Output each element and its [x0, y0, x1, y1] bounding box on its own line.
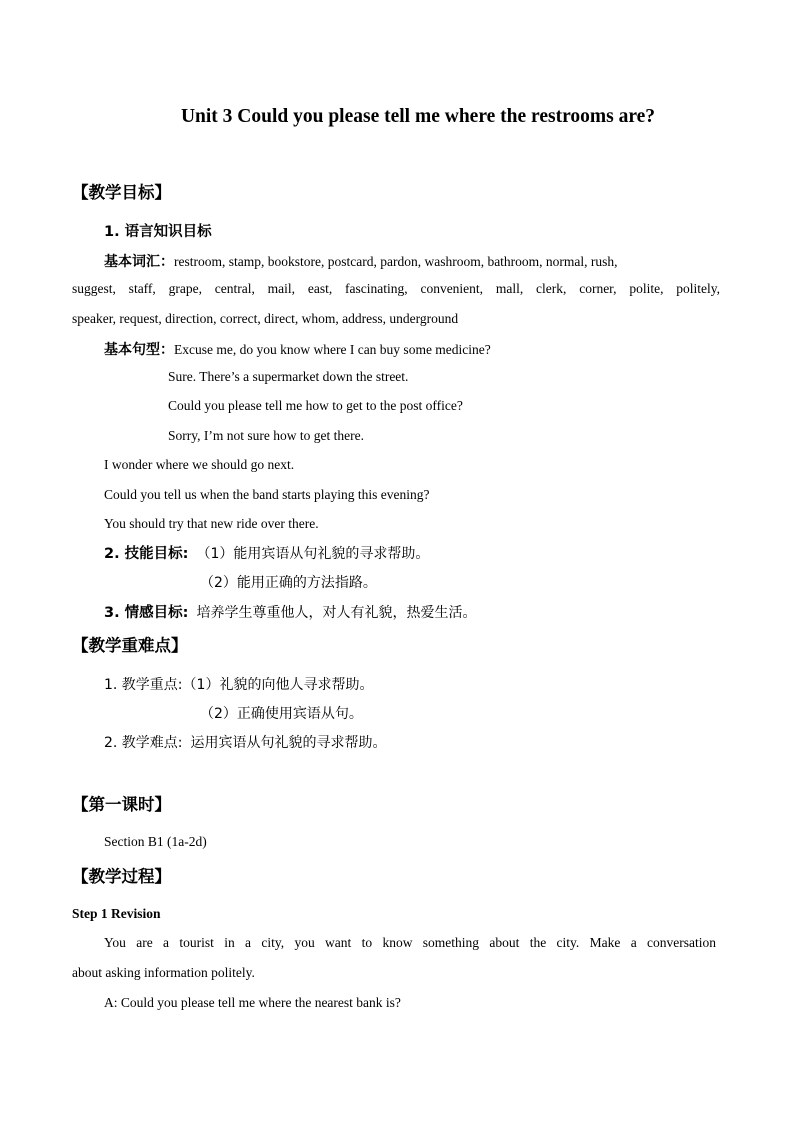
vocab-line-2: suggest, staff, grape, central, mail, east, fascinating, convenient, mall, clerk, corner, polite, politely,: [72, 281, 720, 296]
skill-goal-label: 2. 技能目标:: [104, 546, 189, 562]
sentence-4: Sorry, I’m not sure how to get there.: [168, 428, 364, 443]
step1-line-2: about asking information politely.: [72, 965, 255, 980]
sentence-6: Could you tell us when the band starts playing this evening?: [104, 487, 430, 502]
emotion-goal-row: [104, 601, 476, 622]
sentence-2: Sure. There’s a supermarket down the street.: [168, 369, 409, 384]
difficulty-text: 运用宾语从句礼貌的寻求帮助。: [190, 735, 387, 751]
key-point-row: [104, 674, 373, 694]
dialog-line-a: A: Could you please tell me where the nearest bank is?: [104, 995, 401, 1010]
key-points-heading: 【教学重难点】: [72, 636, 188, 655]
step1-title: Step 1 Revision: [72, 906, 161, 921]
difficulty-row: [104, 732, 387, 752]
key-point-item-2: （2）正确使用宾语从句。: [200, 706, 363, 722]
language-goal-heading: 1. 语言知识目标: [104, 224, 212, 240]
sentence-3: Could you please tell me how to get to the post office?: [168, 398, 463, 413]
lesson-heading: 【第一课时】: [72, 795, 171, 814]
sentence-5: I wonder where we should go next.: [104, 457, 295, 472]
process-heading: 【教学过程】: [72, 867, 171, 886]
sentence-label: 基本句型：: [104, 342, 174, 358]
emotion-goal-label: 3. 情感目标:: [104, 605, 189, 621]
vocab-label: 基本词汇：: [104, 254, 174, 270]
vocab-line-3: speaker, request, direction, correct, direct, whom, address, underground: [72, 311, 459, 326]
skill-goal-row: [104, 542, 429, 563]
document-title: Unit 3 Could you please tell me where the restrooms are?: [180, 106, 656, 127]
difficulty-label: 2. 教学难点:: [104, 735, 183, 751]
vocab-line-1: [104, 251, 618, 271]
skill-goal-item-1: （1）能用宾语从句礼貌的寻求帮助。: [196, 546, 430, 562]
skill-goal-item-2: （2）能用正确的方法指路。: [200, 575, 377, 591]
sentence-1: Excuse me, do you know where I can buy some medicine?: [174, 342, 491, 357]
section-reference: Section B1 (1a-2d): [104, 834, 207, 849]
objectives-heading: 【教学目标】: [72, 183, 171, 202]
sentence-7: You should try that new ride over there.: [104, 516, 319, 531]
emotion-goal-text: 培养学生尊重他人，对人有礼貌，热爱生活。: [196, 605, 477, 621]
sentence-line-1: [104, 339, 491, 359]
key-point-label: 1. 教学重点:: [104, 677, 183, 693]
vocab-text-1: restroom, stamp, bookstore, postcard, pardon, washroom, bathroom, normal, rush,: [174, 254, 618, 269]
key-point-item-1: （1）礼貌的向他人寻求帮助。: [182, 677, 374, 693]
step1-line-1: You are a tourist in a city, you want to know something about the city. Make a conversation: [104, 935, 716, 950]
